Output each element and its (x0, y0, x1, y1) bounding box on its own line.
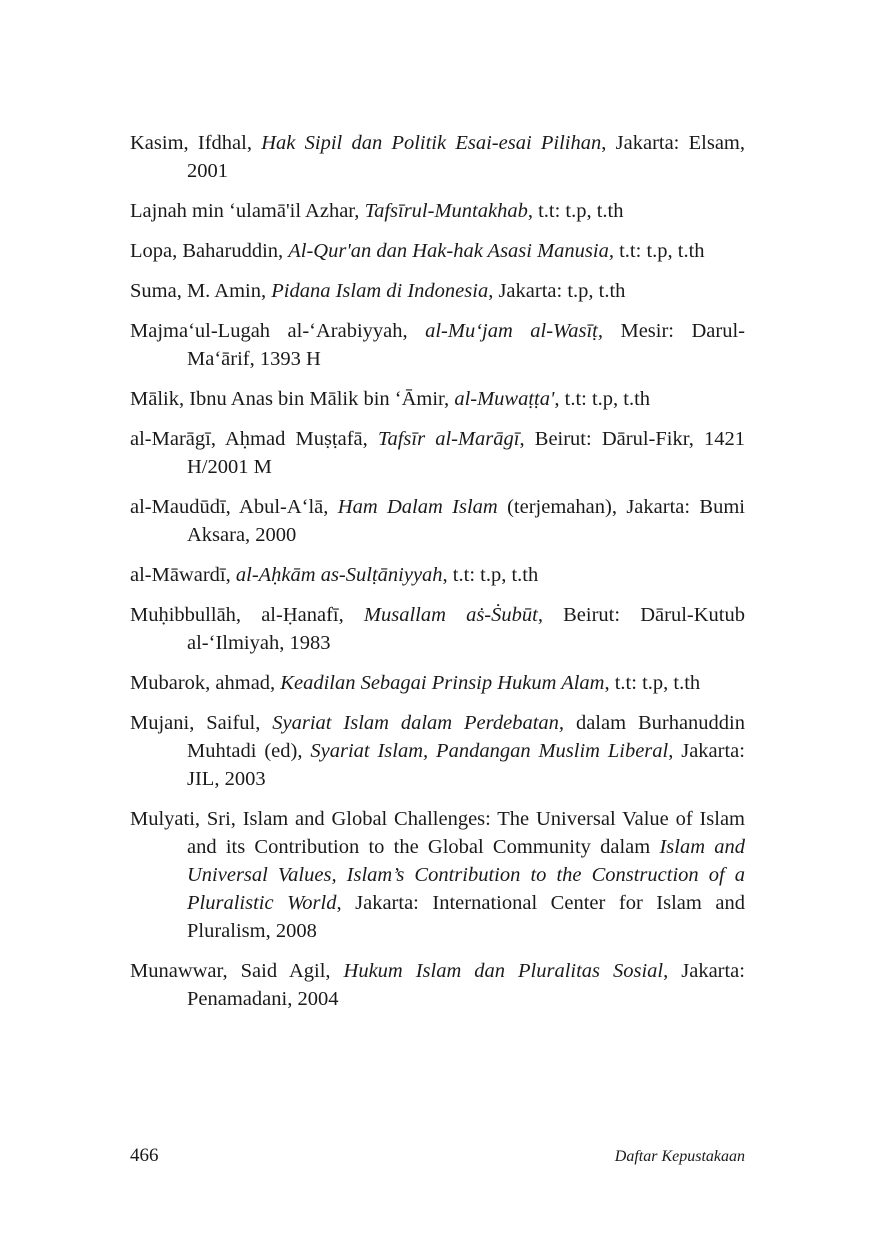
page-footer (130, 1145, 745, 1167)
bibliography-entry: Kasim, Ifdhal, Hak Sipil dan Politik Esai-esai Pilihan, Jakarta: Elsam, 2001 (130, 132, 745, 182)
bibliography-entry: Mujani, Saiful, Syariat Islam dalam Perdebatan, dalam Burhanuddin Muhtadi (ed), Syariat Islam, Pandangan Muslim Liberal, Jakarta: JIL, 2003 (130, 712, 746, 790)
page-number: 466 (130, 1145, 159, 1166)
bibliography-entry: Suma, M. Amin, Pidana Islam di Indonesia, Jakarta: t.p, t.th (130, 280, 626, 302)
bibliography-list (130, 129, 745, 1025)
bibliography-entry: Lopa, Baharuddin, Al-Qur'an dan Hak-hak Asasi Manusia, t.t: t.p, t.th (130, 240, 705, 262)
bibliography-entry: Mālik, Ibnu Anas bin Mālik bin ‘Āmir, al-Muwaṭṭa', t.t: t.p, t.th (130, 388, 651, 410)
bibliography-entry: Mulyati, Sri, Islam and Global Challenges: The Universal Value of Islam and its Contribution to the Global Community dalam Islam and Universal Values, Islam’s Contribution to the Construction of a Pluralistic World, Jakarta: International Center for Islam and Pluralism, 2008 (130, 808, 745, 942)
bibliography-entry: al-Māwardī, al-Aḥkām as-Sulṭāniyyah, t.t: t.p, t.th (130, 564, 539, 586)
bibliography-entry: Mubarok, ahmad, Keadilan Sebagai Prinsip Hukum Alam, t.t: t.p, t.th (130, 672, 701, 694)
bibliography-entry: Lajnah min ‘ulamā'il Azhar, Tafsīrul-Muntakhab, t.t: t.p, t.th (130, 200, 624, 222)
running-title: Daftar Kepustakaan (614, 1148, 745, 1165)
bibliography-entry: Munawwar, Said Agil, Hukum Islam dan Pluralitas Sosial, Jakarta: Penamadani, 2004 (130, 960, 745, 1010)
bibliography-entry: al-Marāgī, Aḥmad Muṣṭafā, Tafsīr al-Marāgī, Beirut: Dārul-Fikr, 1421 H/2001 M (130, 428, 745, 478)
bibliography-entry: Majma‘ul-Lugah al-‘Arabiyyah, al-Mu‘jam al-Wasīṭ, Mesir: Darul-Ma‘ārif, 1393 H (130, 320, 745, 370)
bibliography-entry: al-Maudūdī, Abul-A‘lā, Ham Dalam Islam (terjemahan), Jakarta: Bumi Aksara, 2000 (130, 496, 745, 546)
bibliography-entry: Muḥibbullāh, al-Ḥanafī, Musallam aṡ-Ṡubūt, Beirut: Dārul-Kutub al-‘Ilmiyah, 1983 (130, 604, 745, 654)
